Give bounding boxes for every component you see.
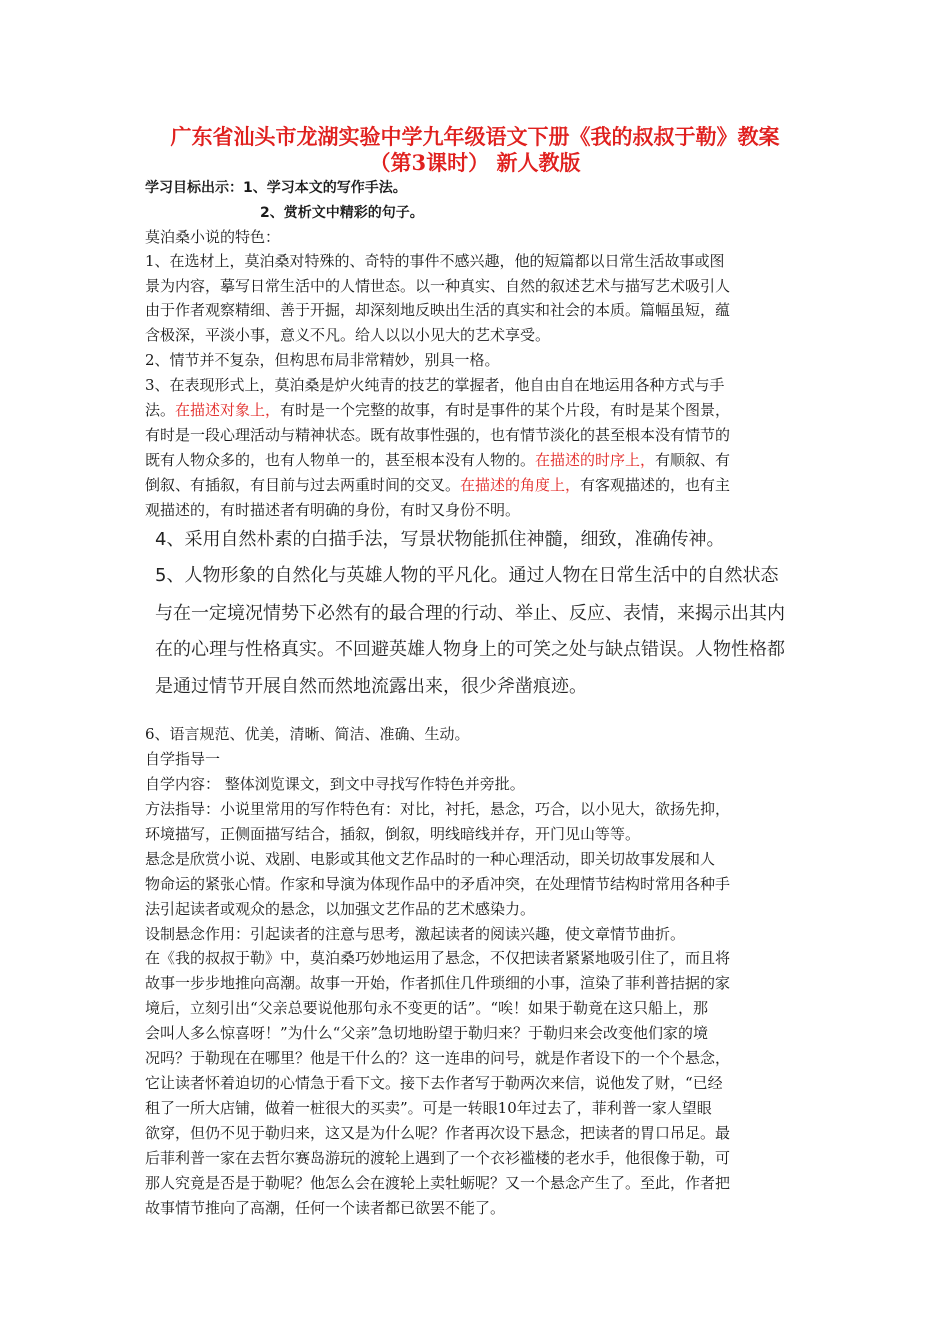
analysis-line: 故事一步步地推向高潮。故事一开始，作者抓住几件琐细的小事，渲染了菲利普拮据的家 <box>145 974 731 992</box>
method-line: 方法指导：小说里常用的写作特色有：对比，衬托，悬念，巧合，以小见大，欲扬先抑， <box>145 800 731 818</box>
highlight-red: 在描述的时序上， <box>535 451 656 469</box>
analysis-line: 况吗？于勒现在在哪里？他是干什么的？这一连串的问号，就是作者设下的一个个悬念， <box>145 1049 731 1067</box>
paragraph-5-line: 是通过情节开展自然而然地流露出来，很少斧凿痕迹。 <box>155 676 587 697</box>
plain-text: 有时是一个完整的故事，有时是事件的某个片段，有时是某个图景， <box>280 401 731 419</box>
suspense-effect: 设制悬念作用：引起读者的注意与思考，激起读者的阅读兴趣，使文章情节曲折。 <box>145 925 686 943</box>
paragraph-1-line: 由于作者观察精细、善于开掘，却深刻地反映出生活的真实和社会的本质。篇幅虽短，蕴 <box>145 301 731 319</box>
paragraph-3-line <box>145 448 805 473</box>
document-subtitle: （第3课时） 新人教版 <box>369 150 581 175</box>
paragraph-3-line <box>145 473 805 498</box>
paragraph-6: 6、语言规范、优美，清晰、简洁、准确、生动。 <box>145 725 470 743</box>
paragraph-1-line: 景为内容，摹写日常生活中的人情世态。以一种真实、自然的叙述艺术与描写艺术吸引人 <box>145 277 731 295</box>
analysis-line: 在《我的叔叔于勒》中，莫泊桑巧妙地运用了悬念，不仅把读者紧紧地吸引住了，而且将 <box>145 949 731 967</box>
document-title: 广东省汕头市龙湖实验中学九年级语文下册《我的叔叔于勒》教案 <box>170 124 780 149</box>
highlight-red: 在描述对象上， <box>175 401 281 419</box>
method-line: 环境描写，正侧面描写结合，插叙，倒叙，明线暗线并存，开门见山等等。 <box>145 825 641 843</box>
suspense-line: 悬念是欣赏小说、戏剧、电影或其他文艺作品时的一种心理活动，即关切故事发展和人 <box>145 850 716 868</box>
highlight-red: 在描述的角度上， <box>460 476 581 494</box>
paragraph-1-line: 1、在选材上，莫泊桑对特殊的、奇特的事件不感兴趣，他的短篇都以日常生活故事或图 <box>145 252 725 270</box>
paragraph-3-line: 有时是一段心理活动与精神状态。既有故事性强的，也有情节淡化的甚至根本没有情节的 <box>145 426 731 444</box>
suspense-line: 法引起读者或观众的悬念，以加强文艺作品的艺术感染力。 <box>145 900 536 918</box>
analysis-line: 欲穿，但仍不见于勒归来，这又是为什么呢？作者再次设下悬念，把读者的胃口吊足。最 <box>145 1124 731 1142</box>
analysis-line: 租了一所大店铺，做着一桩很大的买卖”。可是一转眼10年过去了，菲利普一家人望眼 <box>145 1099 712 1117</box>
paragraph-3-line: 观描述的，有时描述者有明确的身份，有时又身份不明。 <box>145 501 521 519</box>
paragraph-1-line: 含极深，平淡小事，意义不凡。给人以以小见大的艺术享受。 <box>145 326 551 344</box>
guide-content: 自学内容： 整体浏览课文，到文中寻找写作特色并旁批。 <box>145 775 525 793</box>
paragraph-2: 2、情节并不复杂，但构思布局非常精妙，别具一格。 <box>145 351 500 369</box>
objectives-label: 学习目标出示：1、学习本文的写作手法。 <box>145 180 407 196</box>
guide-heading: 自学指导一 <box>145 750 221 768</box>
analysis-line: 会叫人多么惊喜呀！”为什么“父亲”急切地盼望于勒归来？于勒归来会改变他们家的境 <box>145 1024 709 1042</box>
paragraph-4: 4、采用自然朴素的白描手法，写景状物能抓住神髓，细致，准确传神。 <box>155 529 725 550</box>
plain-text: 倒叙、有插叙，有目前与过去两重时间的交叉。 <box>145 476 461 494</box>
analysis-line: 那人究竟是否是于勒呢？他怎么会在渡轮上卖牡蛎呢？又一个悬念产生了。至此，作者把 <box>145 1174 731 1192</box>
plain-text: 有顺叙、有 <box>655 451 731 469</box>
objectives-item-2: 2、赏析文中精彩的句子。 <box>260 205 424 221</box>
plain-text: 既有人物众多的，也有人物单一的，甚至根本没有人物的。 <box>145 451 536 469</box>
suspense-line: 物命运的紧张心情。作家和导演为体现作品中的矛盾冲突，在处理情节结构时常用各种手 <box>145 875 731 893</box>
plain-text: 法。 <box>145 401 176 419</box>
analysis-line: 它让读者怀着迫切的心情急于看下文。接下去作者写于勒两次来信，说他发了财，“已经 <box>145 1074 723 1092</box>
analysis-line: 故事情节推向了高潮，任何一个读者都已欲罢不能了。 <box>145 1199 506 1217</box>
analysis-line: 境后，立刻引出“父亲总要说他那句永不变更的话”。“唉！如果于勒竟在这只船上，那 <box>145 999 709 1017</box>
paragraph-5-line: 在的心理与性格真实。不回避英雄人物身上的可笑之处与缺点错误。人物性格都 <box>155 639 785 660</box>
plain-text: 有客观描述的，也有主 <box>580 476 731 494</box>
paragraph-3-line <box>145 398 805 423</box>
analysis-line: 后菲利普一家在去哲尔赛岛游玩的渡轮上遇到了一个衣衫褴楼的老水手，他很像于勒，可 <box>145 1149 731 1167</box>
paragraph-5-line: 与在一定境况情势下必然有的最合理的行动、举止、反应、表情，来揭示出其内 <box>155 603 785 624</box>
paragraph-3-line: 3、在表现形式上，莫泊桑是炉火纯青的技艺的掌握者，他自由自在地运用各种方式与手 <box>145 376 725 394</box>
features-heading: 莫泊桑小说的特色： <box>145 228 281 246</box>
paragraph-5-line: 5、人物形象的自然化与英雄人物的平凡化。通过人物在日常生活中的自然状态 <box>155 565 779 586</box>
